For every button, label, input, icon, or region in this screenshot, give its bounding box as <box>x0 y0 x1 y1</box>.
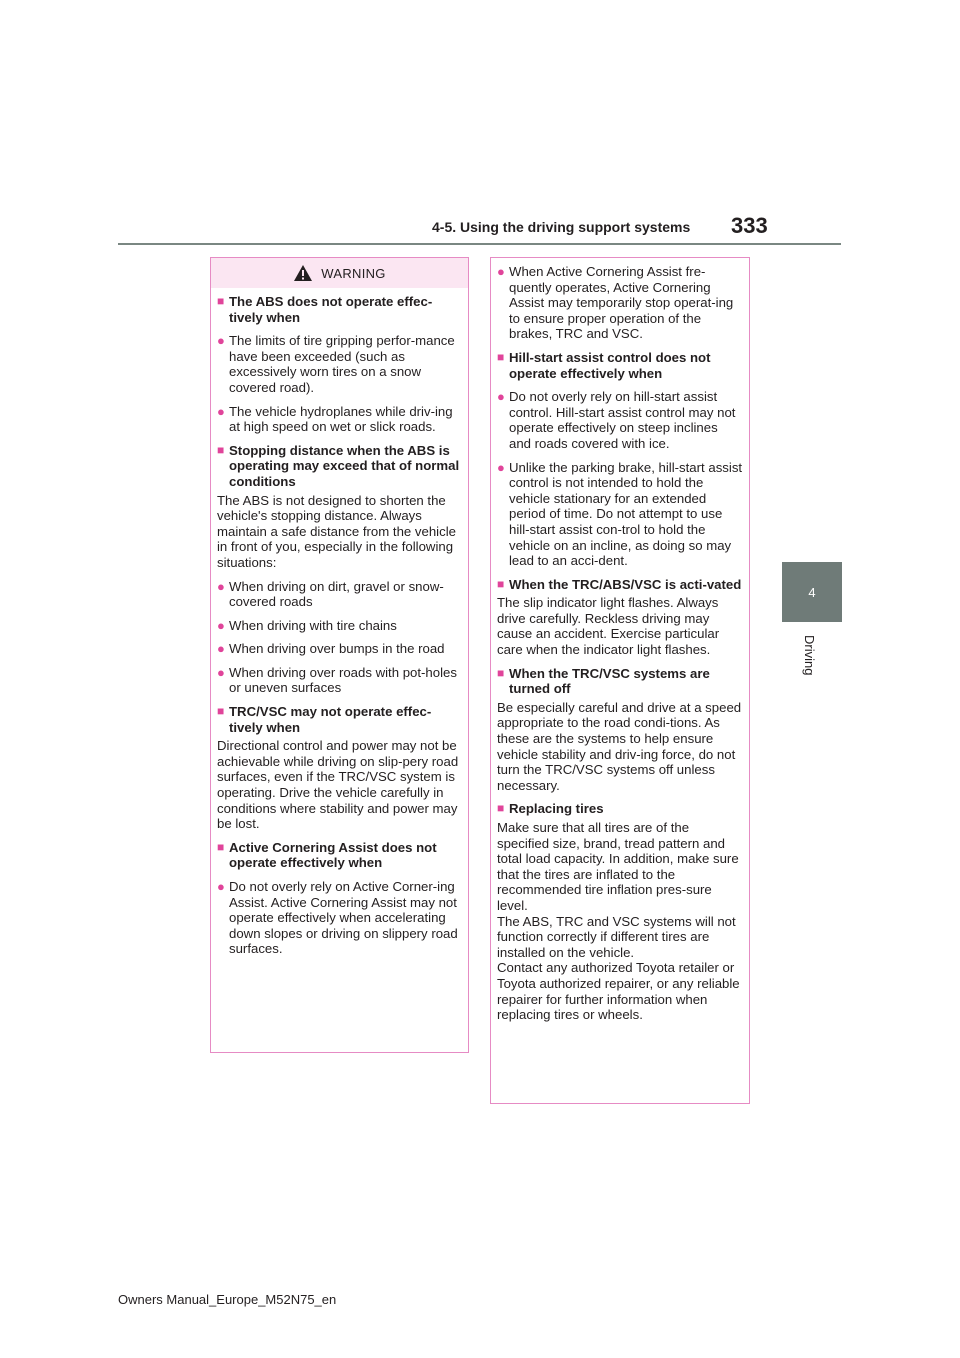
warning-box-left <box>210 257 469 1053</box>
bullet-item <box>497 389 743 451</box>
square-marker-icon: ■ <box>497 576 505 591</box>
bullet-marker-icon: ● <box>217 578 225 594</box>
bullet-text: When driving over roads with pot-holes or uneven surfaces <box>229 664 457 696</box>
heading-text: When the TRC/ABS/VSC is acti-vated <box>509 576 742 592</box>
bullet-item <box>217 641 462 657</box>
square-marker-icon: ■ <box>217 839 225 854</box>
heading-text: Hill-start assist control does not operate effectively when <box>509 349 711 381</box>
bullet-text: The vehicle hydroplanes while driv-ing at high speed on wet or slick roads. <box>229 403 453 435</box>
left-column-content <box>217 294 462 957</box>
section-heading <box>497 801 743 817</box>
bullet-item <box>217 579 462 610</box>
warning-title: WARNING <box>321 265 386 281</box>
bullet-item <box>217 404 462 435</box>
bullet-marker-icon: ● <box>217 641 225 657</box>
square-marker-icon: ■ <box>497 665 505 680</box>
bullet-marker-icon: ● <box>497 264 505 279</box>
paragraph: The slip indicator light flashes. Always drive carefully. Reckless driving may cause an accident. Exercise particular care when the indicator light flashes. <box>497 595 720 658</box>
bullet-marker-icon: ● <box>497 459 505 475</box>
warning-triangle-icon <box>293 264 313 282</box>
section-title: 4-5. Using the driving support systems <box>432 219 691 235</box>
square-marker-icon: ■ <box>497 349 505 364</box>
square-marker-icon: ■ <box>497 801 505 816</box>
bullet-item <box>217 618 462 634</box>
header-rule <box>118 243 841 245</box>
bullet-text: Unlike the parking brake, hill-start assist control is not intended to hold the vehicle stationary for an extended period of time. Do not attempt to use hill-start assist con-trol to hold the vehicle on an incline, as doing so may lead to an acci-dent. <box>509 459 743 569</box>
bullet-marker-icon: ● <box>217 617 225 633</box>
footer-text: Owners Manual_Europe_M52N75_en <box>118 1292 337 1307</box>
bullet-marker-icon: ● <box>217 879 225 894</box>
paragraph: Make sure that all tires are of the specified size, brand, tread pattern and total load capacity. In addition, make sure that the tires are inflated to the recommended tire inflation pres-sure level. The ABS, TRC and VSC systems will not function correctly if different tires are installed on the vehicle. Contact any authorized Toyota retailer or Toyota authorized repairer, or any reliable repairer for further information when replacing tires or wheels. <box>497 820 740 1023</box>
heading-text: TRC/VSC may not operate effec-tively when <box>229 704 432 735</box>
warning-box-right <box>490 257 750 1104</box>
bullet-item <box>217 333 462 395</box>
section-heading <box>217 443 462 490</box>
section-heading <box>497 350 743 381</box>
square-marker-icon: ■ <box>217 704 225 719</box>
chapter-tab <box>782 562 842 622</box>
bullet-text: Do not overly rely on Active Corner-ing Assist. Active Cornering Assist may not operate effectively when accelerating down slopes or driving on slippery road surfaces. <box>229 879 458 957</box>
page-number: 333 <box>731 213 768 238</box>
bullet-marker-icon: ● <box>217 403 225 419</box>
bullet-text: Do not overly rely on hill-start assist control. Hill-start assist control may not operate effectively on steep inclines and roads covered with ice. <box>509 389 736 451</box>
bullet-marker-icon: ● <box>217 664 225 680</box>
bullet-text: The limits of tire gripping perfor-mance have been exceeded (such as excessively worn tires on a snow covered road). <box>229 333 455 395</box>
section-heading <box>217 704 462 735</box>
heading-text: Active Cornering Assist does not operate effectively when <box>229 839 437 871</box>
bullet-text: When driving with tire chains <box>229 617 397 633</box>
bullet-text: When Active Cornering Assist fre-quently operates, Active Cornering Assist may temporarily stop operat-ing to ensure proper operation of the brakes, TRC and VSC. <box>509 264 734 342</box>
heading-text: When the TRC/VSC systems are turned off <box>509 665 710 697</box>
warning-header <box>211 258 468 288</box>
heading-text: The ABS does not operate effec-tively when <box>229 294 433 325</box>
section-heading <box>497 577 743 593</box>
heading-text: Stopping distance when the ABS is operating may exceed that of normal conditions <box>229 442 460 489</box>
section-heading <box>497 666 743 697</box>
paragraph: The ABS is not designed to shorten the vehicle's stopping distance. Always maintain a safe distance from the vehicle in front of you, especially in the following situations: <box>217 492 456 570</box>
section-heading <box>217 294 462 325</box>
heading-text: Replacing tires <box>509 801 604 817</box>
chapter-label: Driving <box>802 635 817 676</box>
square-marker-icon: ■ <box>217 294 225 308</box>
bullet-item <box>497 264 743 342</box>
section-heading <box>217 840 462 871</box>
paragraph: Directional control and power may not be achievable while driving on slip-pery road surfaces, even if the TRC/VSC system is operating. Drive the vehicle carefully in conditions where stability and power may be lost. <box>217 738 459 832</box>
bullet-text: When driving over bumps in the road <box>229 641 445 657</box>
paragraph: Be especially careful and drive at a speed appropriate to the road condi-tions. As these are the systems to help ensure vehicle stability and driv-ing force, do not turn the TRC/VSC systems off unless necessary. <box>497 699 742 793</box>
bullet-marker-icon: ● <box>497 389 505 405</box>
bullet-item <box>217 879 462 957</box>
chapter-number: 4 <box>808 584 816 600</box>
bullet-item <box>497 460 743 569</box>
square-marker-icon: ■ <box>217 442 225 457</box>
bullet-text: When driving on dirt, gravel or snow-covered roads <box>229 578 444 610</box>
right-column-content <box>497 258 743 1023</box>
bullet-marker-icon: ● <box>217 333 225 349</box>
bullet-item <box>217 665 462 696</box>
